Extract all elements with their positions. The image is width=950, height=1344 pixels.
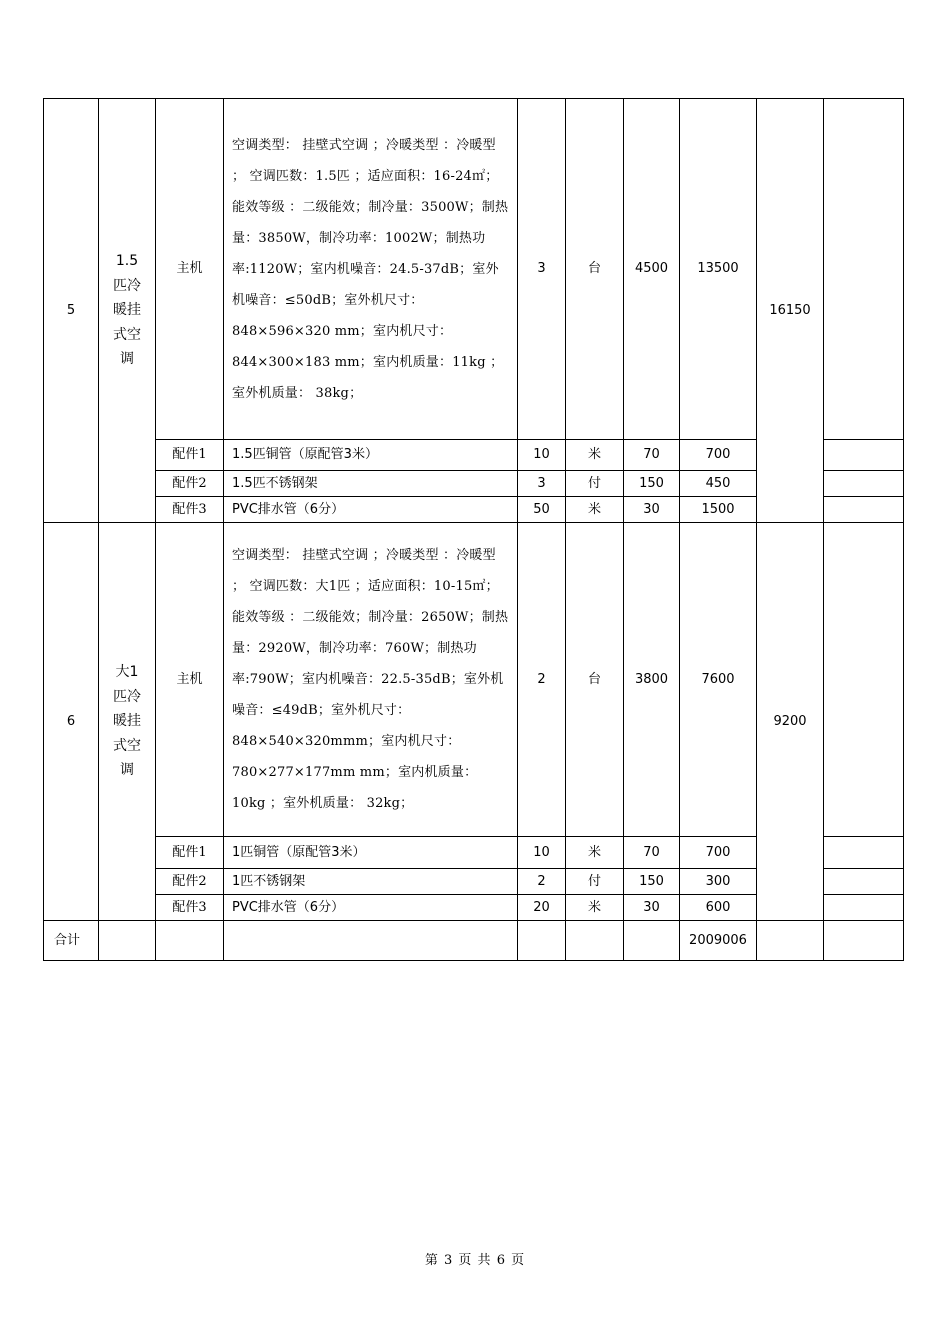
subtotal-cell: 9200 (757, 523, 824, 921)
accessory-label: 配件1 (156, 837, 224, 869)
unit-cell: 米 (566, 837, 624, 869)
qty-cell: 20 (518, 895, 566, 921)
price-cell: 3800 (624, 523, 680, 837)
accessory-label: 配件3 (156, 497, 224, 523)
category-text: 大1匹冷暖挂式空调 (113, 664, 141, 779)
unit-cell: 米 (566, 497, 624, 523)
remark-cell (824, 497, 904, 523)
empty-cell (566, 921, 624, 961)
unit-cell: 付 (566, 471, 624, 497)
accessory-label: 配件3 (156, 895, 224, 921)
accessory-name: 1匹铜管（原配管3米） (224, 837, 518, 869)
amount-cell: 13500 (680, 99, 757, 440)
qty-cell: 3 (518, 471, 566, 497)
unit-cell: 米 (566, 440, 624, 471)
unit-cell: 台 (566, 523, 624, 837)
main-unit-label: 主机 (156, 523, 224, 837)
amount-cell: 600 (680, 895, 757, 921)
amount-cell: 7600 (680, 523, 757, 837)
qty-cell: 3 (518, 99, 566, 440)
spec-text: 空调类型： 挂壁式空调 ；冷暖类型 ：冷暖型 ； 空调匹数：1.5匹 ；适应面积：16-24㎡；能效等级 ：二级能效；制冷量：3500W；制热量：3850W，制冷功率：1002W；制热功率:1120W；室内机噪音：24.5-37dB；室外机噪音：≤50dB；室外机尺寸： 848×596×320 mm；室内机尺寸： 844×300×183 mm；室内机质量：11kg ；室外机质量： 38kg； (224, 99, 518, 440)
amount-cell: 700 (680, 837, 757, 869)
accessory-label: 配件2 (156, 869, 224, 895)
qty-cell: 2 (518, 523, 566, 837)
empty-cell (757, 921, 824, 961)
amount-cell: 450 (680, 471, 757, 497)
qty-cell: 10 (518, 837, 566, 869)
item-number: 5 (44, 99, 99, 523)
empty-cell (224, 921, 518, 961)
amount-cell: 300 (680, 869, 757, 895)
accessory-label: 配件2 (156, 471, 224, 497)
remark-cell (824, 440, 904, 471)
item-category (99, 523, 156, 921)
quotation-table (43, 98, 904, 961)
unit-cell: 付 (566, 869, 624, 895)
table-row (44, 99, 904, 440)
price-cell: 70 (624, 837, 680, 869)
accessory-label: 配件1 (156, 440, 224, 471)
page-footer: 第 3 页 共 6 页 (424, 1253, 526, 1268)
qty-cell: 2 (518, 869, 566, 895)
remark-cell (824, 99, 904, 440)
accessory-name: PVC排水管（6分） (224, 497, 518, 523)
price-cell: 150 (624, 471, 680, 497)
qty-cell: 10 (518, 440, 566, 471)
empty-cell (99, 921, 156, 961)
remark-cell (824, 471, 904, 497)
remark-cell (824, 895, 904, 921)
accessory-name: PVC排水管（6分） (224, 895, 518, 921)
price-cell: 30 (624, 895, 680, 921)
empty-cell (824, 921, 904, 961)
price-cell: 70 (624, 440, 680, 471)
total-label: 合计 (44, 921, 99, 961)
accessory-name: 1.5匹不锈钢架 (224, 471, 518, 497)
accessory-name: 1匹不锈钢架 (224, 869, 518, 895)
empty-cell (156, 921, 224, 961)
table-row (44, 523, 904, 837)
remark-cell (824, 869, 904, 895)
total-amount: 2009006 (680, 921, 757, 961)
amount-cell: 700 (680, 440, 757, 471)
amount-cell: 1500 (680, 497, 757, 523)
unit-cell: 台 (566, 99, 624, 440)
accessory-name: 1.5匹铜管（原配管3米） (224, 440, 518, 471)
item-number: 6 (44, 523, 99, 921)
category-text: 1.5匹冷暖挂式空调 (113, 253, 141, 368)
item-category (99, 99, 156, 523)
price-cell: 4500 (624, 99, 680, 440)
remark-cell (824, 523, 904, 837)
empty-cell (518, 921, 566, 961)
spec-text: 空调类型： 挂壁式空调 ；冷暖类型 ：冷暖型 ； 空调匹数：大1匹 ；适应面积：10-15㎡；能效等级 ：二级能效；制冷量：2650W；制热量：2920W，制冷功率：760W；制热功率:790W；室内机噪音：22.5-35dB；室外机噪音：≤49dB；室外机尺寸：848×540×320mmm；室内机尺寸： 780×277×177mm mm；室内机质量：10kg ；室外机质量： 32kg； (224, 523, 518, 837)
main-unit-label: 主机 (156, 99, 224, 440)
unit-cell: 米 (566, 895, 624, 921)
remark-cell (824, 837, 904, 869)
subtotal-cell: 16150 (757, 99, 824, 523)
price-cell: 30 (624, 497, 680, 523)
empty-cell (624, 921, 680, 961)
qty-cell: 50 (518, 497, 566, 523)
total-row (44, 921, 904, 961)
price-cell: 150 (624, 869, 680, 895)
